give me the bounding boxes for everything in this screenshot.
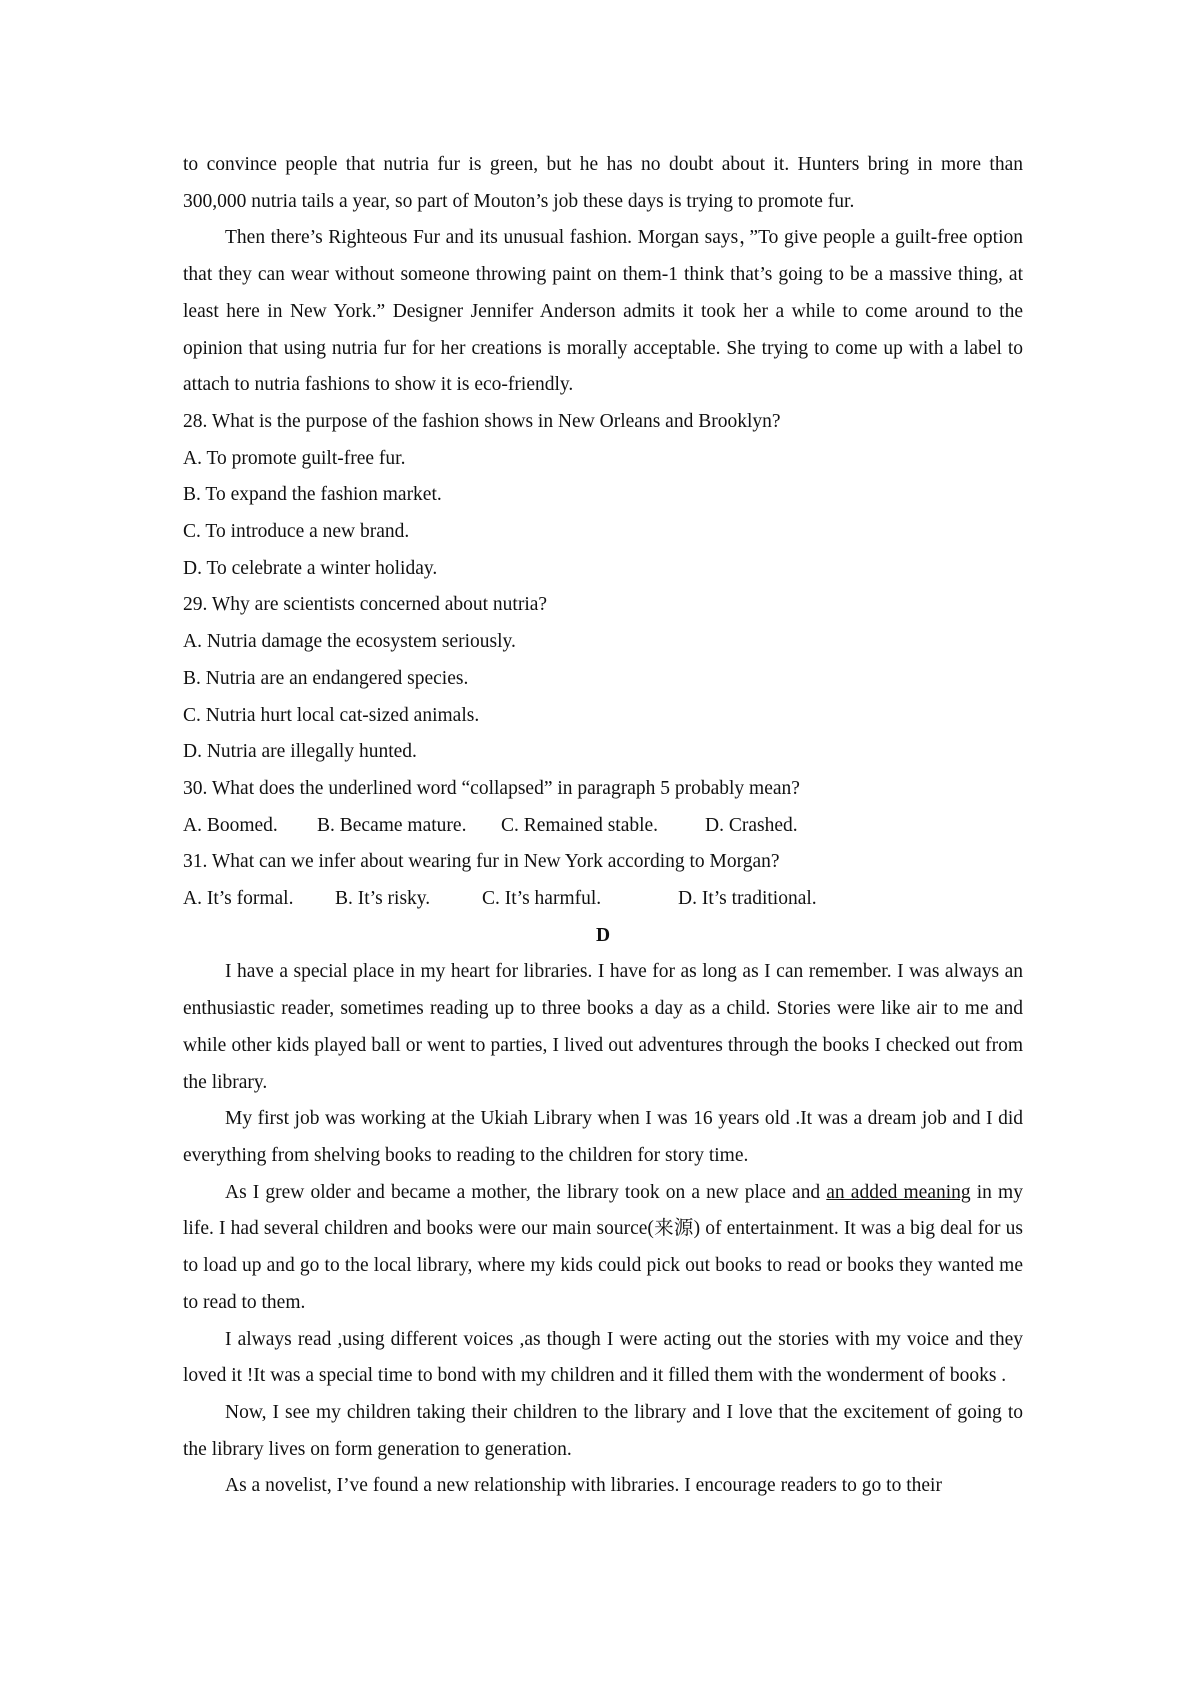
document-page [183, 147, 1023, 1505]
passage-c-paragraph-continued: to convince people that nutria fur is green, but he has no doubt about it. Hunters bring in more than 300,000 nutria tails a year, so part of Mouton’s job these days is trying to promote fur. [183, 154, 1023, 212]
question-28-stem: 28. What is the purpose of the fashion shows in New Orleans and Brooklyn? [183, 410, 781, 432]
passage-d-paragraph-3-start: As I grew older and became a mother, the library took on a new place and [225, 1181, 827, 1203]
question-31-option-d: D. It’s traditional. [678, 888, 817, 910]
passage-d-paragraph-3 [183, 1175, 1023, 1322]
question-30-option-a: A. Boomed. [183, 814, 278, 836]
question-31-option-a: A. It’s formal. [183, 888, 294, 910]
question-30-option-b: B. Became mature. [317, 814, 467, 836]
underlined-phrase: an added meaning [826, 1181, 971, 1203]
passage-d-paragraph-5: Now, I see my children taking their children to the library and I love that the excitement of going to the library lives on form generation to generation. [183, 1401, 1023, 1460]
question-29-option-a: A. Nutria damage the ecosystem seriously. [183, 631, 516, 653]
question-29-option-b: B. Nutria are an endangered species. [183, 667, 469, 689]
question-28-option-a: A. To promote guilt-free fur. [183, 447, 406, 469]
question-31 [183, 844, 1023, 917]
passage-d-paragraph-1: I have a special place in my heart for libraries. I have for as long as I can remember. I was always an enthusiastic reader, sometimes reading up to three books a day as a child. Stories were like air to me and while other kids played ball or went to parties, I lived out adventures through the books I checked out from the library. [183, 961, 1023, 1093]
question-29 [183, 587, 1023, 771]
question-28-option-d: D. To celebrate a winter holiday. [183, 557, 438, 579]
question-31-option-b: B. It’s risky. [335, 888, 431, 910]
question-29-option-d: D. Nutria are illegally hunted. [183, 741, 417, 763]
passage-d-paragraph-2: My first job was working at the Ukiah Library when I was 16 years old .It was a dream job and I did everything from shelving books to reading to the children for story time. [183, 1108, 1023, 1166]
question-31-option-c: C. It’s harmful. [482, 888, 602, 910]
question-30-option-d: D. Crashed. [705, 814, 798, 836]
question-31-options [183, 881, 1023, 918]
passage-d-paragraph-3-end: in my life. I had several children and books were our main source(来源) of entertainment. It was a big deal for us to load up and go to the local library, where my kids could pick out books to read or books they wanted me to read to them. [183, 1181, 1023, 1313]
question-31-stem: 31. What can we infer about wearing fur in New York according to Morgan? [183, 851, 780, 873]
section-d-heading: D [595, 924, 611, 946]
question-30-options [183, 808, 1023, 845]
question-30 [183, 771, 1023, 844]
passage-c-paragraph-righteous-fur: Then there’s Righteous Fur and its unusual fashion. Morgan says，”To give people a guilt-free option that they can wear without someone throwing paint on them-1 think that’s going to be a massive thing, at least here in New York.” Designer Jennifer Anderson admits it took her a while to come around to the opinion that using nutria fur for her creations is morally acceptable. She trying to come up with a label to attach to nutria fashions to show it is eco-friendly. [183, 227, 1023, 396]
question-28-option-c: C. To introduce a new brand. [183, 521, 410, 543]
question-29-option-c: C. Nutria hurt local cat-sized animals. [183, 704, 480, 726]
question-30-option-c: C. Remained stable. [501, 814, 659, 836]
question-30-stem: 30. What does the underlined word “collapsed” in paragraph 5 probably mean? [183, 777, 800, 799]
passage-d-paragraph-6: As a novelist, I’ve found a new relationship with libraries. I encourage readers to go to their [225, 1475, 942, 1497]
question-28 [183, 404, 1023, 588]
passage-d-paragraph-4: I always read ,using different voices ,as though I were acting out the stories with my voice and they loved it !It was a special time to bond with my children and it filled them with the wonderment of books . [183, 1328, 1023, 1387]
question-28-option-b: B. To expand the fashion market. [183, 484, 442, 506]
question-29-stem: 29. Why are scientists concerned about nutria? [183, 594, 548, 616]
